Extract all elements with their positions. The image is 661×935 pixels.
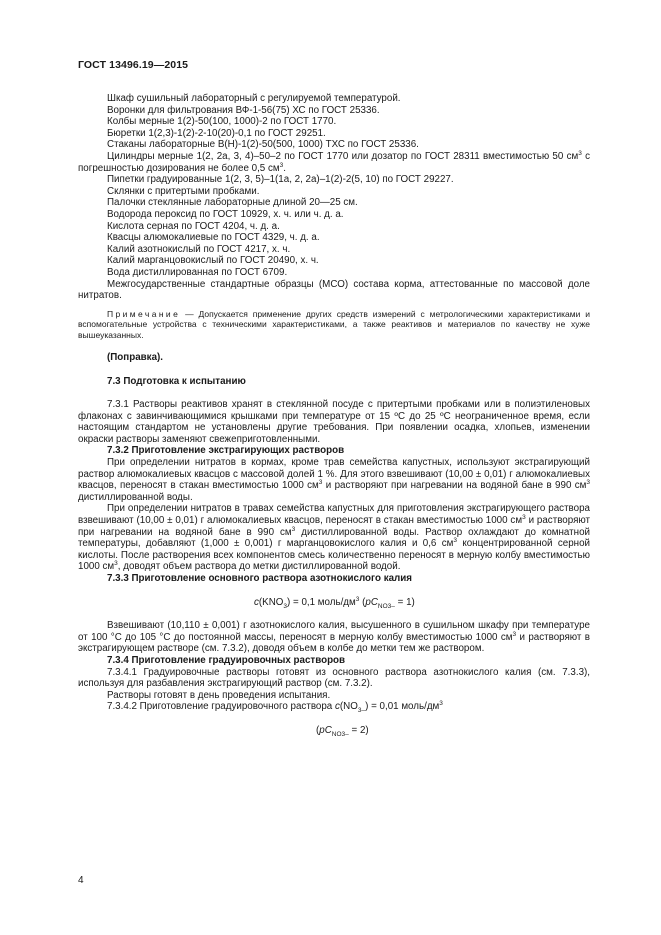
equipment-item: Пипетки градуированные 1(2, 3, 5)–1(1а, 2, 2а)–1(2)-2(5, 10) по ГОСТ 29227.	[107, 174, 454, 186]
equipment-item: Водорода пероксид по ГОСТ 10929, х. ч. или ч. д. а.	[107, 208, 344, 220]
section-title-7-3-4: 7.3.4 Приготовление градуировочных растворов	[107, 654, 346, 666]
formula-kno3: $c(KNO_3) = 0,1$ моль/$дм^3$ $(pC_{NO3-} = 1)$	[254, 595, 415, 610]
document-header: ГОСТ 13496.19—2015	[78, 59, 189, 71]
formula-pc-no3: $(pC_{NO3-} = 2)$	[316, 724, 369, 738]
note-lead: Примечание	[107, 308, 181, 319]
paragraph-solutions-day: Растворы готовят в день проведения испытания.	[107, 689, 331, 701]
document-body	[78, 93, 590, 737]
section-title-7-3: 7.3 Подготовка к испытанию	[107, 375, 246, 387]
equipment-item: Кислота серная по ГОСТ 4204, ч. д. а.	[107, 220, 280, 232]
equipment-item: Колбы мерные 1(2)-50(100, 1000)-2 по ГОСТ 1770.	[107, 116, 337, 128]
paragraph-7-3-2-2: При определении нитратов в травах семейства капустных для приготовления экстрагирующего раствора взвешивают (10,00 ± 0,01) г алюмокалиевых квасцов, переносят в стакан вместимостью 1000 $см^3$ и растворяют при нагревании на водяной бане в 990 $см^3$ дистиллированной воды. Раствор охлаждают до комнатной температуры, добавляют (1,000 ± 0,001) г марганцовокислого калия и 0,6 $см^3$ концентрированной серной кислоты. После растворения всех компонентов смесь количественно переносят в мерную колбу вместимостью 1000 $см^3$, доводят объем раствора до метки дистиллированной водой.	[78, 503, 590, 573]
equipment-item: Палочки стеклянные лабораторные длиной 20—25 см.	[107, 197, 358, 209]
equipment-item: Калий марганцовокислый по ГОСТ 20490, х. ч.	[107, 255, 319, 267]
cylinders-item: Цилиндры мерные 1(2, 2а, 3, 4)–50–2 по ГОСТ 1770 или дозатор по ГОСТ 28311 вместимостью 50 $см^3$ с погрешностью дозирования не более 0,5 $см^3$.	[78, 149, 590, 174]
amendment-note: (Поправка).	[107, 351, 163, 363]
section-title-7-3-2: 7.3.2 Приготовление экстрагирующих растворов	[107, 445, 345, 457]
equipment-item: Квасцы алюмокалиевые по ГОСТ 4329, ч. д. а.	[107, 232, 320, 244]
equipment-item: Воронки для фильтрования ВФ-1-56(75) ХС по ГОСТ 25336.	[107, 104, 380, 116]
paragraph-7-3-4-1: 7.3.4.1 Градуировочные растворы готовят из основного раствора азотнокислого калия (см. 7.3.3), используя для разбавления экстрагирующий раствор (см. 7.3.2).	[78, 666, 590, 690]
equipment-item: Склянки с притертыми пробками.	[107, 185, 260, 197]
section-title-7-3-3: 7.3.3 Приготовление основного раствора азотнокислого калия	[107, 573, 413, 584]
paragraph-7-3-2-1: При определении нитратов в кормах, кроме трав семейства капустных, используют экстрагирующий раствор алюмокалиевых квасцов с массовой долей 1 %. Для этого взвешивают (10,00 ± 0,01) г алюмокалиевых квасцов, переносят в стакан вместимостью 1000 $см^3$ и растворяют при нагревании на водяной бане в 990 $см^3$ дистиллированной воды.	[78, 457, 590, 503]
paragraph-7-3-1: 7.3.1 Растворы реактивов хранят в стеклянной посуде с притертыми пробками или в полиэтиленовых флаконах с завинчивающимися крышками при температуре от 15 ºС до 25 ºС неограниченное время, если настоящим стандартом не установлены другие требования. При появлении осадка, хлопьев, изменении окраски растворы заменяют свежеприготовленными.	[78, 399, 590, 445]
note-paragraph: Примечание — Допускается применение других средств измерений с метрологическими характеристиками и вспомогательные устройства с техническими характеристиками, а также реактивов и материалов по качеству не хуже вышеуказанных.	[78, 308, 590, 340]
equipment-item: Бюретки 1(2,3)-1(2)-2-10(20)-0,1 по ГОСТ 29251.	[107, 127, 326, 139]
equipment-item: Шкаф сушильный лабораторный с регулируемой температурой.	[107, 93, 401, 104]
equipment-item: Стаканы лабораторные В(Н)-1(2)-50(500, 1000) ТХС по ГОСТ 25336.	[107, 139, 419, 151]
page-number: 4	[78, 875, 84, 886]
mso-paragraph: Межгосударственные стандартные образцы (МСО) состава корма, аттестованные по массовой доле нитратов.	[78, 278, 590, 302]
equipment-item: Калий азотнокислый по ГОСТ 4217, х. ч.	[107, 243, 291, 255]
paragraph-7-3-3: Взвешивают (10,110 ± 0,001) г азотнокислого калия, высушенного в сушильном шкафу при температуре от 100 °С до 105 °С до постоянной массы, переносят в мерную колбу вместимостью 1000 $см^3$ и растворяют в экстрагирующем растворе (см. 7.3.2), доводя объем в колбе до метки тем же раствором.	[78, 620, 590, 655]
equipment-item: Вода дистиллированная по ГОСТ 6709.	[107, 266, 288, 278]
paragraph-7-3-4-2: 7.3.4.2 Приготовление градуировочного раствора $c(NO_{3-}) = 0,01$ моль/$дм^3$	[107, 700, 443, 715]
